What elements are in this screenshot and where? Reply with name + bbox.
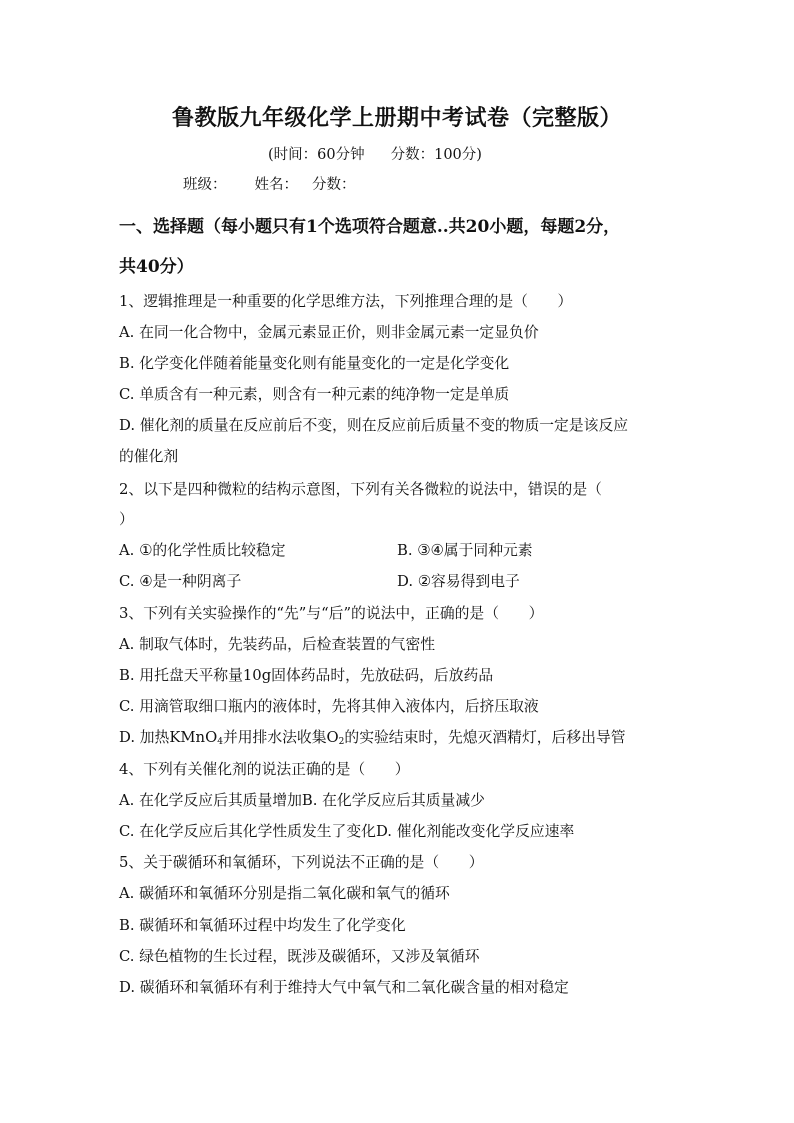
- question-5-option-d: D. 碳循环和氧循环有利于维持大气中氧气和二氧化碳含量的相对稳定: [119, 979, 569, 996]
- question-3-stem: 3、下列有关实验操作的“先”与“后”的说法中，正确的是（ ）: [119, 605, 544, 622]
- exam-time-score: [268, 143, 482, 164]
- question-2-option-c: C. ④是一种阴离子: [119, 573, 242, 590]
- section-heading: 一、选择题（每小题只有1个选项符合题意..共20小题，每题2分，: [119, 217, 621, 237]
- student-info-line: [183, 173, 356, 194]
- question-2-stem: 2、以下是四种微粒的结构示意图，下列有关各微粒的说法中，错误的是（: [119, 481, 602, 498]
- question-1-stem: 1、逻辑推理是一种重要的化学思维方法，下列推理合理的是（ ）: [119, 293, 573, 310]
- section-heading-cont: 共40分）: [119, 257, 194, 277]
- question-5-option-a: A. 碳循环和氧循环分别是指二氧化碳和氧气的循环: [119, 885, 450, 902]
- option-d-text-1: D. 加热KMnO: [119, 729, 218, 746]
- question-2-option-d: D. ②容易得到电子: [397, 573, 520, 590]
- question-3-option-c: C. 用滴管取细口瓶内的液体时，先将其伸入液体内，后挤压取液: [119, 698, 539, 715]
- name-label: 姓名：: [254, 177, 298, 193]
- question-2-stem-cont: ）: [119, 511, 134, 528]
- question-1-option-a: A. 在同一化合物中，金属元素显正价，则非金属元素一定显负价: [119, 324, 539, 341]
- question-3-option-a: A. 制取气体时，先装药品，后检查装置的气密性: [119, 636, 436, 653]
- exam-title: 鲁教版九年级化学上册期中考试卷（完整版）: [171, 105, 622, 131]
- question-5-option-b: B. 碳循环和氧循环过程中均发生了化学变化: [119, 917, 406, 934]
- score-label: 分数：: [312, 177, 356, 193]
- question-4-stem: 4、下列有关催化剂的说法正确的是（ ）: [119, 761, 410, 778]
- question-3-option-b: B. 用托盘天平称量10g固体药品时，先放砝码，后放药品: [119, 667, 494, 684]
- class-label: 班级：: [183, 177, 227, 193]
- question-1-option-d: D. 催化剂的质量在反应前后不变，则在反应前后质量不变的物质一定是该反应: [119, 417, 629, 434]
- question-2-option-a: A. ①的化学性质比较稳定: [119, 542, 286, 559]
- question-5-option-c: C. 绿色植物的生长过程，既涉及碳循环，又涉及氧循环: [119, 948, 480, 965]
- question-2-option-b: B. ③④属于同种元素: [397, 542, 533, 559]
- exam-total-score: 分数：100分): [390, 147, 482, 163]
- question-4-options-ab: A. 在化学反应后其质量增加B. 在化学反应后其质量减少: [119, 792, 485, 809]
- subscript-4: 4: [217, 737, 223, 747]
- option-d-text-3: 的实验结束时，先熄灭酒精灯，后移出导管: [344, 729, 626, 746]
- exam-time: (时间：60分钟: [268, 147, 365, 163]
- question-1-option-d-cont: 的催化剂: [119, 448, 179, 465]
- question-1-option-c: C. 单质含有一种元素，则含有一种元素的纯净物一定是单质: [119, 386, 510, 403]
- subscript-2: 2: [338, 737, 345, 747]
- question-4-options-cd: C. 在化学反应后其化学性质发生了变化D. 催化剂能改变化学反应速率: [119, 823, 575, 840]
- question-5-stem: 5、关于碳循环和氧循环，下列说法不正确的是（ ）: [119, 854, 484, 871]
- option-d-text-2: 并用排水法收集O: [222, 729, 339, 746]
- question-3-option-d: [119, 726, 626, 747]
- question-1-option-b: B. 化学变化伴随着能量变化则有能量变化的一定是化学变化: [119, 355, 510, 372]
